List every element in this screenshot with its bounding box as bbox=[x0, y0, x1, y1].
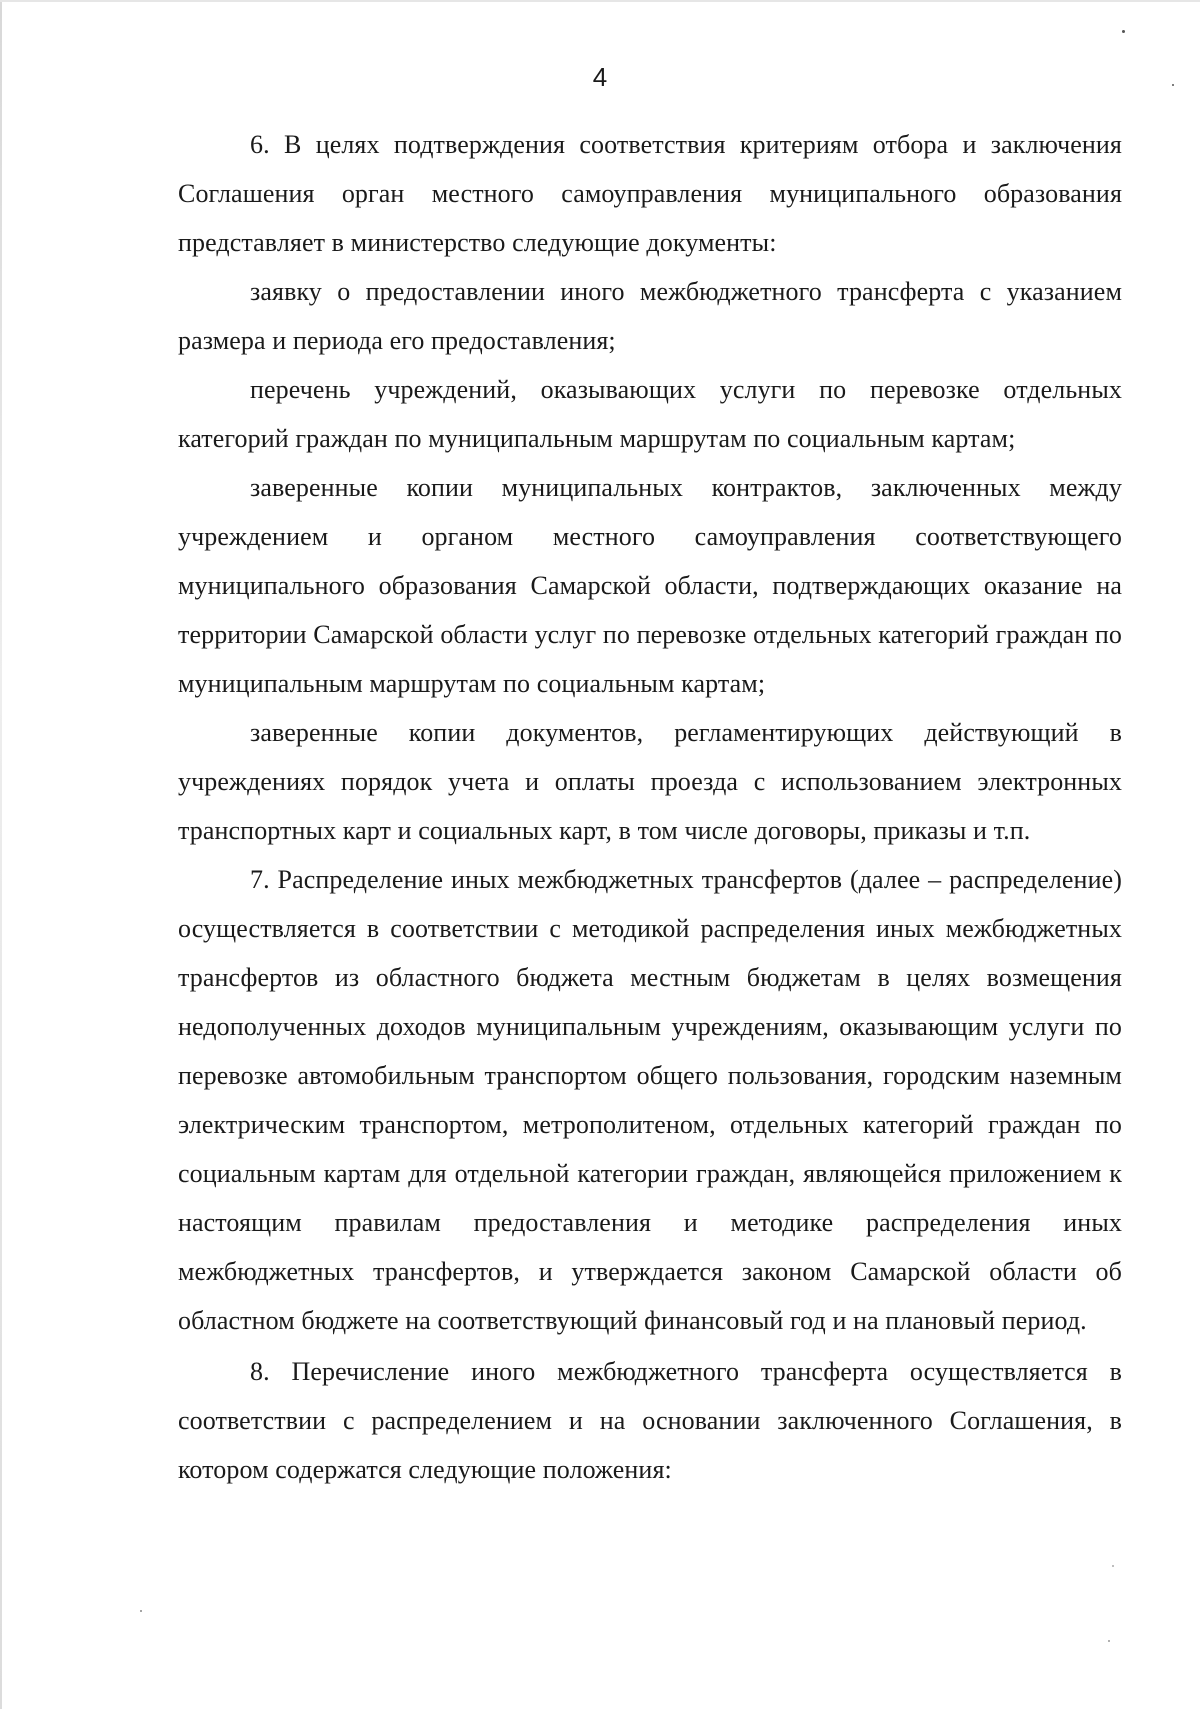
paragraph-application: заявку о предоставлении иного межбюджетного трансферта с указанием размера и периода его предоставления; bbox=[178, 277, 1122, 355]
paragraph-contracts-copies: заверенные копии муниципальных контрактов, заключенных между учреждением и органом местного самоуправления соответствующего муниципального образования Самарской области, подтверждающих оказание на территории Самарской области услуг по перевозке отдельных категорий граждан по муниципальным маршрутам по социальным картам; bbox=[178, 473, 1122, 698]
paragraph-item-6: 6. В целях подтверждения соответствия критериям отбора и заключения Соглашения орган местного самоуправления муниципального образования представляет в министерство следующие документы: bbox=[178, 130, 1122, 257]
paragraph-item-7: 7. Распределение иных межбюджетных трансфертов (далее – распределение) осуществляется в соответствии с методикой распределения иных межбюджетных трансфертов из областного бюджета местным бюджетам в целях возмещения недополученных доходов муниципальным учреждениям, оказывающим услуги по перевозке автомобильным транспортом общего пользования, городским наземным электрическим транспортом, метрополитеном, отдельных категорий граждан по социальным картам для отдельной категории граждан, являющейся приложением к настоящим правилам предоставления и методике распределения иных межбюджетных трансфертов, и утверждается законом Самарской области об областном бюджете на соответствующий финансовый год и на плановый период. bbox=[178, 865, 1122, 1335]
scan-left-edge bbox=[0, 0, 2, 1709]
scan-speck bbox=[1122, 30, 1125, 33]
scan-speck bbox=[140, 1610, 142, 1612]
scan-top-edge bbox=[0, 0, 1200, 2]
paragraph-item-8: 8. Перечисление иного межбюджетного трансферта осуществляется в соответствии с распределением и на основании заключенного Соглашения, в котором содержатся следующие положения: bbox=[178, 1357, 1122, 1484]
scan-speck bbox=[1172, 84, 1174, 86]
paragraph-documents-copies: заверенные копии документов, регламентирующих действующий в учреждениях порядок учета и оплаты проезда с использованием электронных транспортных карт и социальных карт, в том числе договоры, приказы и т.п. bbox=[178, 718, 1122, 845]
paragraph-institutions-list: перечень учреждений, оказывающих услуги по перевозке отдельных категорий граждан по муниципальным маршрутам по социальным картам; bbox=[178, 375, 1122, 453]
scan-speck bbox=[1112, 1565, 1114, 1567]
document-body bbox=[178, 120, 1122, 1494]
scan-speck bbox=[1108, 1640, 1110, 1642]
page-number: 4 bbox=[592, 62, 608, 92]
